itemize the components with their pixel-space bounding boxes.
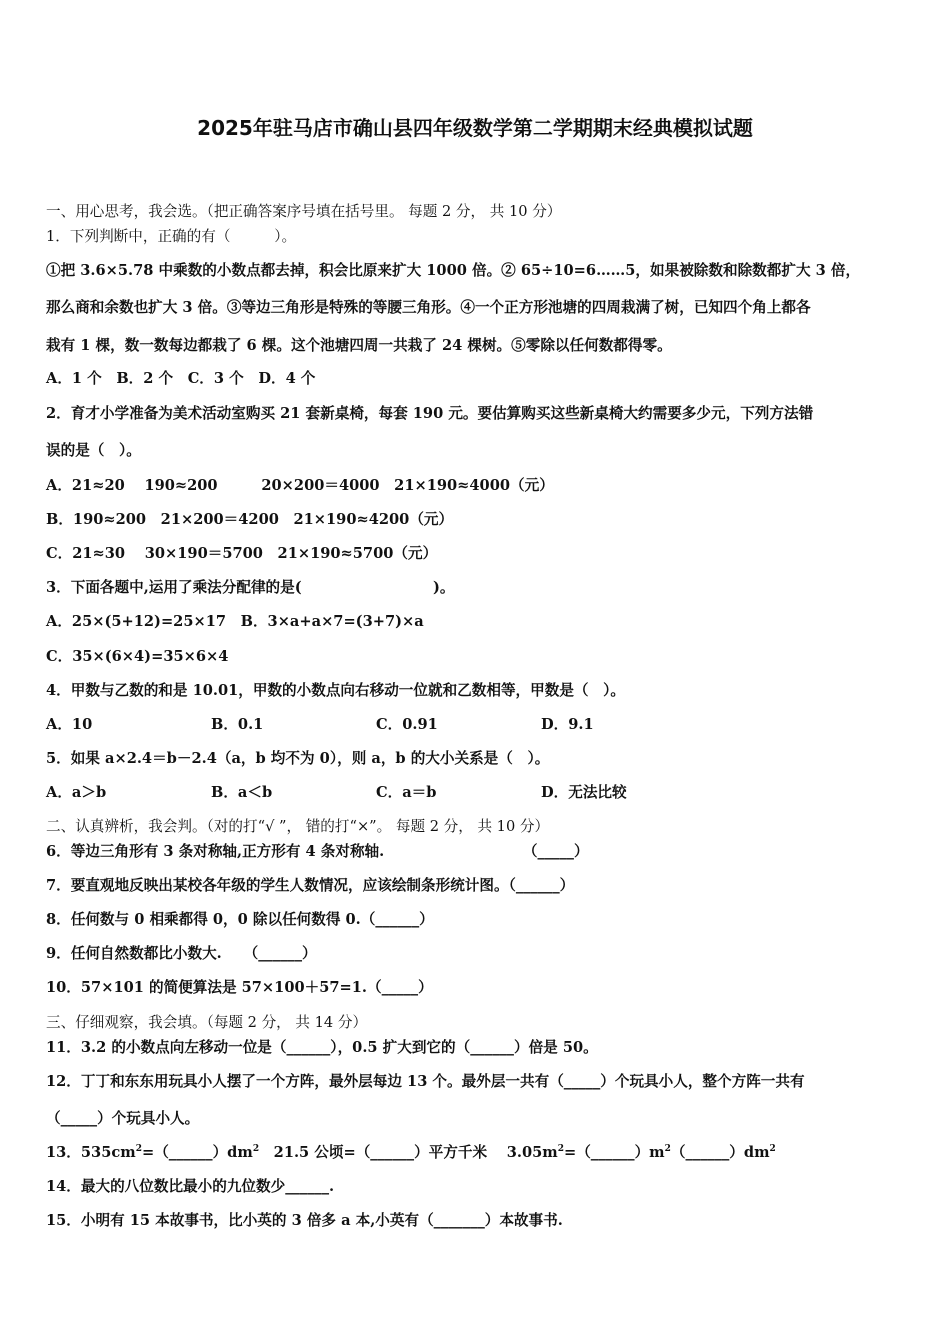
question-13-part-2: =（______）dm	[141, 1144, 253, 1161]
question-13-part-4: =（______）m	[563, 1144, 665, 1161]
question-1-options: A．1 个 B．2 个 C．3 个 D．4 个	[46, 370, 316, 387]
question-14: 14．最大的八位数比最小的九位数少______.	[46, 1178, 335, 1195]
question-3-options-ab: A．25×(5+12)=25×17 B．3×a+a×7=(3+7)×a	[46, 613, 424, 630]
question-1-line-2: 那么商和余数也扩大 3 倍。③等边三角形是特殊的等腰三角形。④一个正方形池塘的四周栽满了树，已知四个角上都各	[46, 299, 811, 316]
question-13-part-5: （______）dm	[670, 1144, 770, 1161]
question-4-option-a: A．10	[46, 716, 93, 733]
question-4-stem: 4．甲数与乙数的和是 10.01，甲数的小数点向右移动一位就和乙数相等，甲数是（ ）。	[46, 682, 626, 699]
superscript-2e: 2	[769, 1144, 776, 1155]
question-2-option-c: C．21≈30 30×190＝5700 21×190≈5700（元）	[46, 545, 438, 562]
question-1-line-3: 栽有 1 棵，数一数每边都栽了 6 棵。这个池塘四周一共栽了 24 棵树。⑤零除以任何数都得零。	[46, 337, 672, 354]
question-2-line-1: 2．育才小学准备为美术活动室购买 21 套新桌椅，每套 190 元。要估算购买这些新桌椅大约需要多少元，下列方法错	[46, 405, 814, 422]
page-title: 2025年驻马店市确山县四年级数学第二学期期末经典模拟试题	[197, 116, 753, 140]
question-9: 9．任何自然数都比小数大. （______）	[46, 945, 317, 962]
question-5-option-d: D．无法比较	[541, 784, 627, 801]
question-2-line-2: 误的是（ ）。	[46, 442, 141, 459]
superscript-2d: 2	[664, 1144, 671, 1155]
question-13	[46, 1144, 776, 1162]
superscript-2b: 2	[252, 1144, 260, 1155]
question-15: 15．小明有 15 本故事书，比小英的 3 倍多 a 本,小英有（_______）本故事书.	[46, 1212, 563, 1229]
question-5-option-a: A．a＞b	[46, 784, 107, 801]
question-3-stem: 3．下面各题中,运用了乘法分配律的是( )。	[46, 579, 455, 596]
question-11: 11．3.2 的小数点向左移动一位是（______），0.5 扩大到它的（______）倍是 50。	[46, 1039, 598, 1056]
question-10: 10．57×101 的简便算法是 57×100＋57=1.（_____）	[46, 979, 433, 996]
question-2-option-a: A．21≈20 190≈200 20×200＝4000 21×190≈4000（元）	[46, 477, 554, 494]
question-3-option-c: C．35×(6×4)=35×6×4	[46, 648, 229, 665]
question-4-option-c: C．0.91	[376, 716, 438, 733]
question-12-line-1: 12．丁丁和东东用玩具小人摆了一个方阵，最外层每边 13 个。最外层一共有（_____）个玩具小人，整个方阵一共有	[46, 1073, 805, 1090]
question-5-options	[46, 784, 627, 802]
question-5-option-c: C．a＝b	[376, 784, 437, 801]
question-13-part-1: 13．535cm	[46, 1144, 136, 1161]
question-1-line-1: ①把 3.6×5.78 中乘数的小数点都去掉，积会比原来扩大 1000 倍。② 65÷10=6……5，如果被除数和除数都扩大 3 倍，	[46, 262, 861, 279]
section-3-heading: 三、仔细观察，我会填。（每题 2 分， 共 14 分）	[46, 1014, 368, 1031]
question-4-option-d: D．9.1	[541, 716, 594, 733]
question-4-option-b: B．0.1	[211, 716, 264, 733]
superscript-2a: 2	[135, 1144, 142, 1155]
superscript-2c: 2	[557, 1144, 564, 1155]
question-6: 6．等边三角形有 3 条对称轴,正方形有 4 条对称轴. （_____）	[46, 843, 589, 860]
question-5-stem: 5．如果 a×2.4＝b－2.4（a，b 均不为 0），则 a，b 的大小关系是（ ）。	[46, 750, 550, 767]
question-12-line-2: （_____）个玩具小人。	[46, 1110, 200, 1127]
section-2-heading: 二、认真辨析，我会判。（对的打“√ ”， 错的打“×”。 每题 2 分， 共 10 分）	[46, 818, 550, 835]
question-4-options	[46, 716, 594, 734]
question-8: 8．任何数与 0 相乘都得 0，0 除以任何数得 0.（______）	[46, 911, 434, 928]
question-7: 7．要直观地反映出某校各年级的学生人数情况，应该绘制条形统计图。（______）	[46, 877, 575, 894]
question-1-stem: 1．下列判断中，正确的有（ ）。	[46, 228, 297, 245]
question-2-option-b: B．190≈200 21×200＝4200 21×190≈4200（元）	[46, 511, 454, 528]
section-1-heading: 一、用心思考，我会选。（把正确答案序号填在括号里。 每题 2 分， 共 10 分）	[46, 203, 562, 220]
question-5-option-b: B．a＜b	[211, 784, 273, 801]
question-13-part-3: 21.5 公顷=（______）平方千米 3.05m	[259, 1144, 558, 1161]
